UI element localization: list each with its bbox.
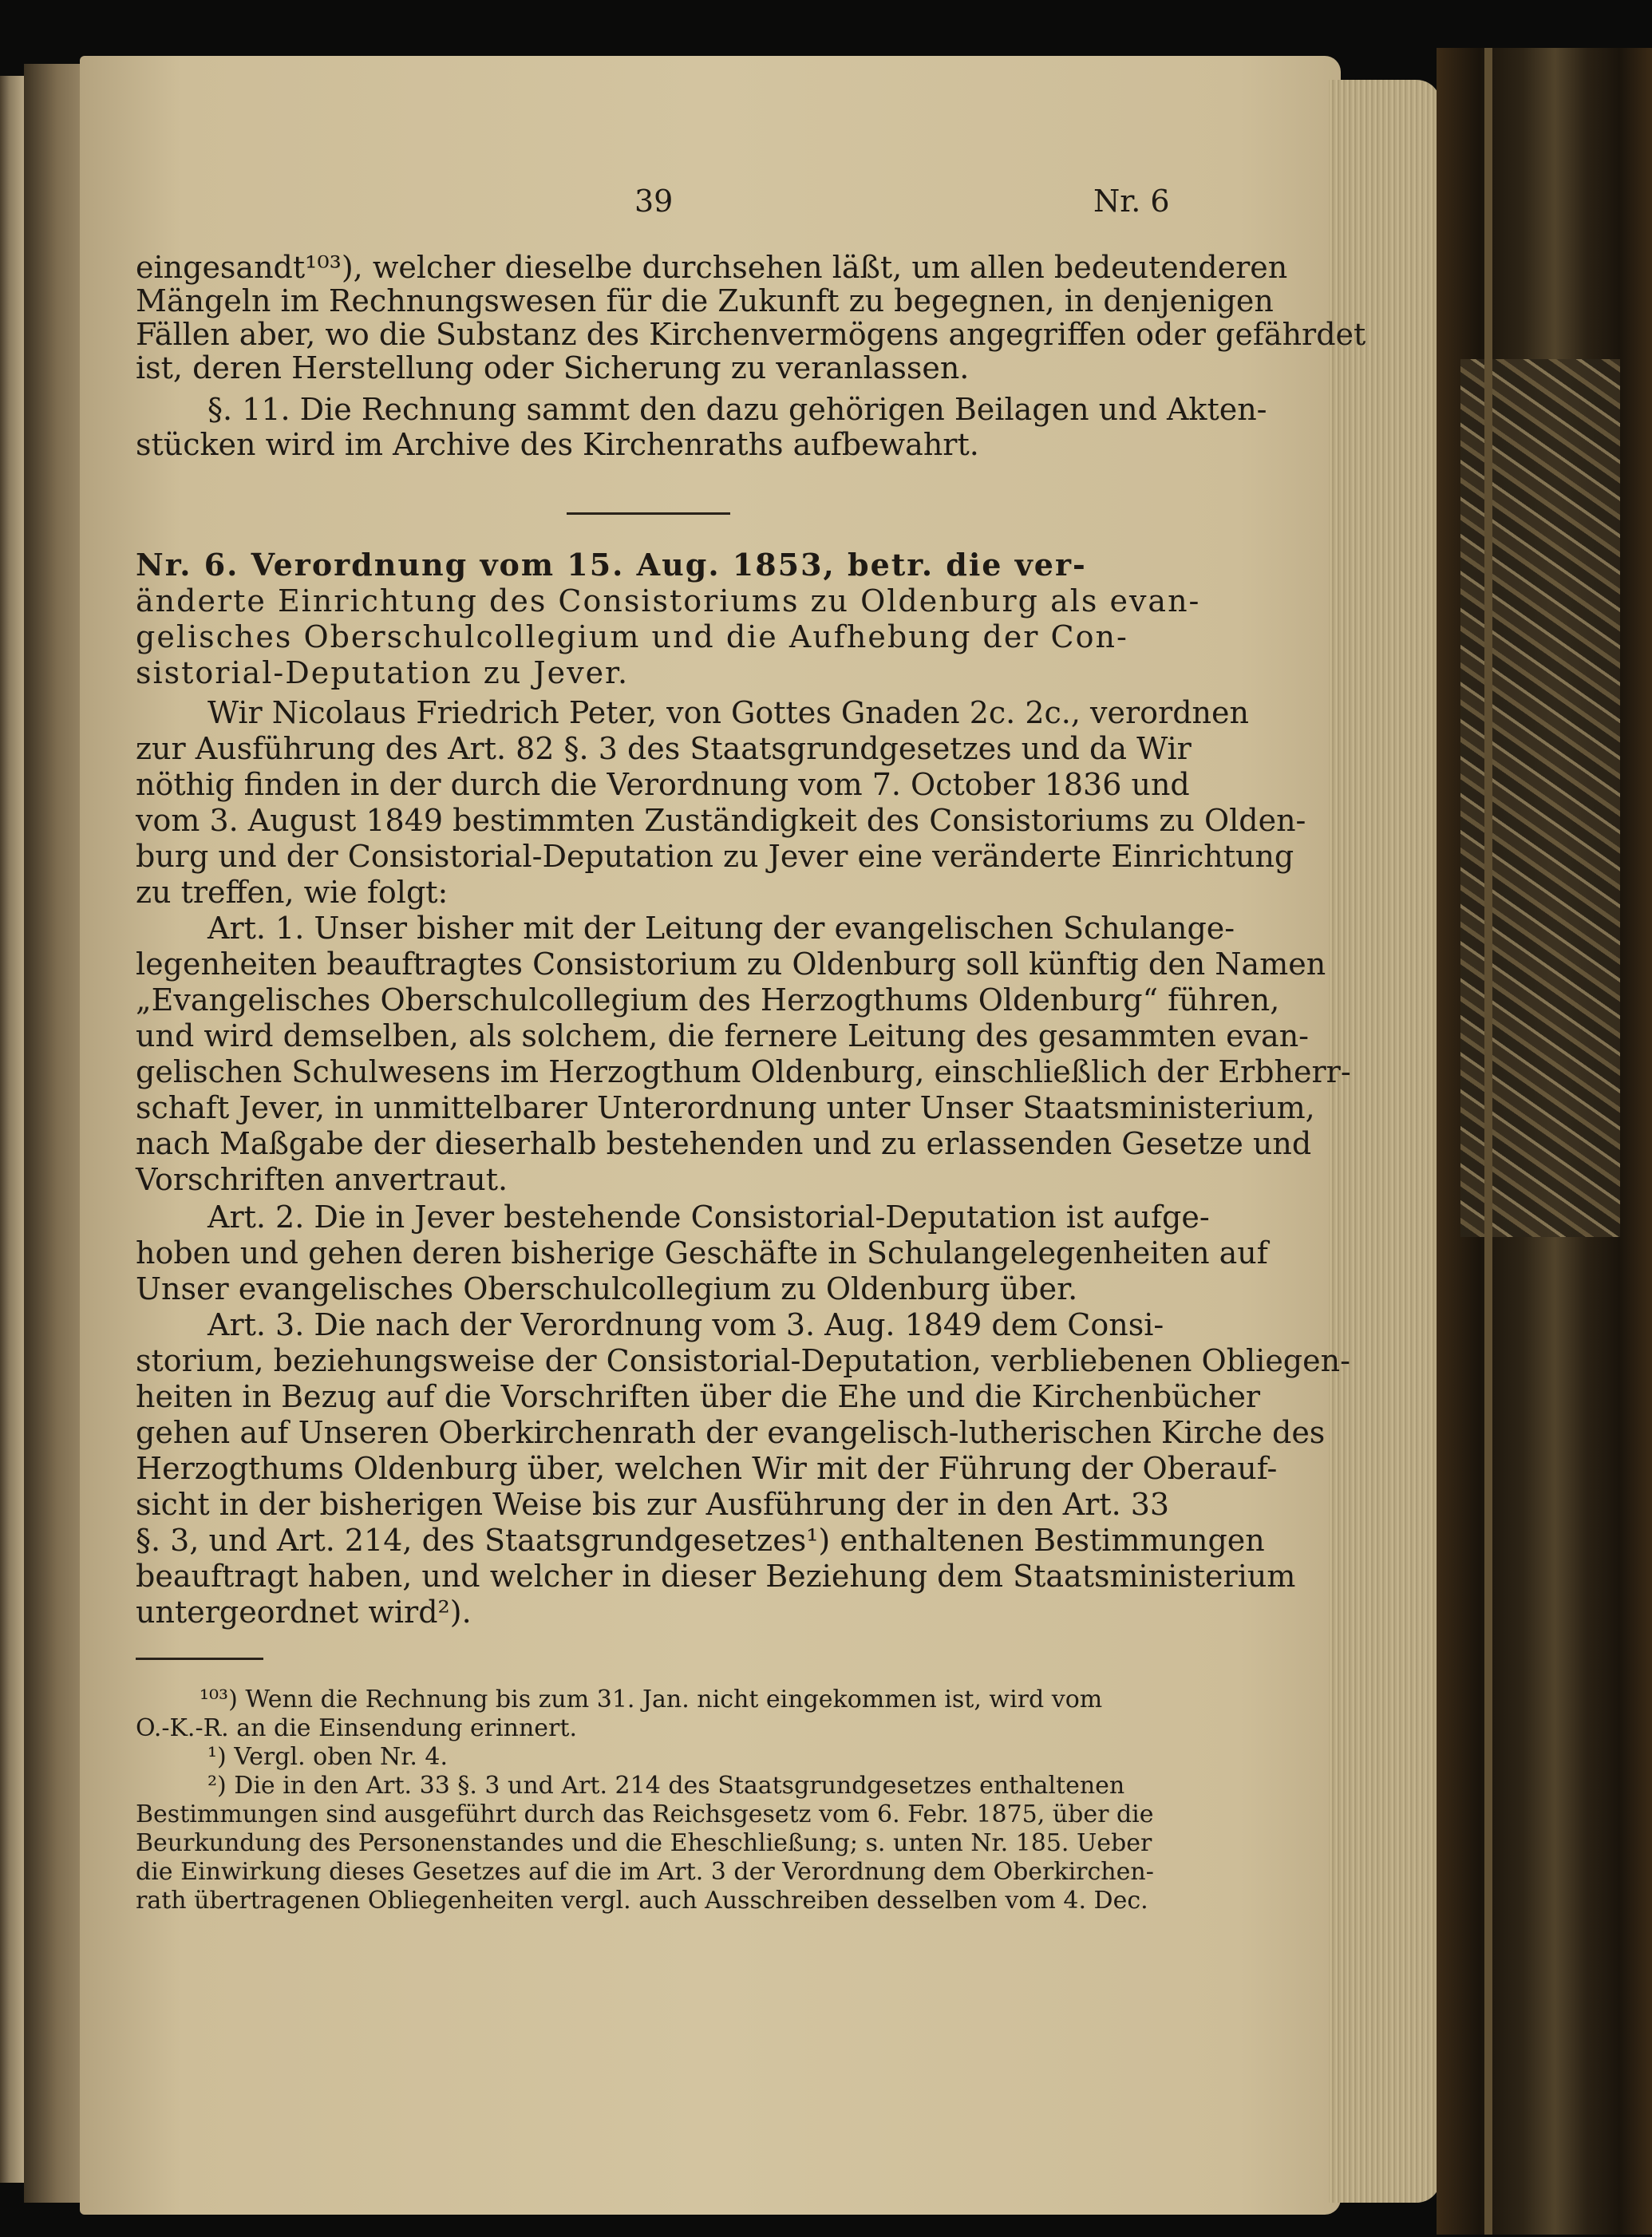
text-line: „Evangelisches Oberschulcollegium des Herzogthums Oldenburg“ führen, xyxy=(136,982,1280,1018)
footnote-line: Bestimmungen sind ausgeführt durch das Reichsgesetz vom 6. Febr. 1875, über die xyxy=(136,1800,1154,1828)
text-line: vom 3. August 1849 bestimmten Zuständigkeit des Consistoriums zu Olden- xyxy=(136,803,1306,838)
text-line: eingesandt¹⁰³), welcher dieselbe durchsehen läßt, um allen bedeutenderen xyxy=(136,250,1288,285)
text-line: heiten in Bezug auf die Vorschriften über die Ehe und die Kirchenbücher xyxy=(136,1379,1261,1414)
section-title: Nr. 6. Verordnung vom 15. Aug. 1853, betr. die ver- xyxy=(136,547,1087,583)
footnote-line: ¹⁰³) Wenn die Rechnung bis zum 31. Jan. nicht eingekommen ist, wird vom xyxy=(200,1686,1103,1713)
footnote-divider xyxy=(136,1658,263,1660)
footnote-line: rath übertragenen Obliegenheiten vergl. auch Ausschreiben desselben vom 4. Dec. xyxy=(136,1887,1148,1915)
left-page-edge xyxy=(0,76,24,2183)
text-line: und wird demselben, als solchem, die fernere Leitung des gesammten evan- xyxy=(136,1018,1310,1053)
page-edges xyxy=(1329,80,1441,2203)
section-title: sistorial-Deputation zu Jever. xyxy=(136,655,630,690)
text-line: legenheiten beauftragtes Consistorium zu Oldenburg soll künftig den Namen xyxy=(136,947,1326,982)
section-mark: Nr. 6 xyxy=(1093,184,1170,219)
text-line: zur Ausführung des Art. 82 §. 3 des Staatsgrundgesetzes und da Wir xyxy=(136,731,1192,766)
text-line: gehen auf Unseren Oberkirchenrath der evangelisch-lutherischen Kirche des xyxy=(136,1415,1326,1450)
text-line: §. 11. Die Rechnung sammt den dazu gehörigen Beilagen und Akten- xyxy=(207,392,1267,427)
footnote-line: O.-K.-R. an die Einsendung erinnert. xyxy=(136,1714,577,1742)
text-line: sicht in der bisherigen Weise bis zur Ausführung der in den Art. 33 xyxy=(136,1487,1170,1522)
section-title: gelisches Oberschulcollegium und die Aufhebung der Con- xyxy=(136,619,1128,654)
text-line: §. 3, und Art. 214, des Staatsgrundgesetzes¹) enthaltenen Bestimmungen xyxy=(136,1523,1265,1558)
footnote-line: ²) Die in den Art. 33 §. 3 und Art. 214 des Staatsgrundgesetzes enthaltenen xyxy=(207,1772,1125,1800)
text-line: Herzogthums Oldenburg über, welchen Wir mit der Führung der Oberauf- xyxy=(136,1451,1278,1486)
footnote-line: Beurkundung des Personenstandes und die Eheschließung; s. unten Nr. 185. Ueber xyxy=(136,1829,1152,1857)
text-line: Wir Nicolaus Friedrich Peter, von Gottes Gnaden 2c. 2c., verordnen xyxy=(207,695,1249,730)
text-line: zu treffen, wie folgt: xyxy=(136,875,449,910)
text-line: Art. 1. Unser bisher mit der Leitung der evangelischen Schulange- xyxy=(207,911,1235,946)
text-line: Unser evangelisches Oberschulcollegium zu Oldenburg über. xyxy=(136,1271,1078,1306)
text-line: ist, deren Herstellung oder Sicherung zu veranlassen. xyxy=(136,350,970,385)
text-line: untergeordnet wird²). xyxy=(136,1595,472,1630)
section-title: änderte Einrichtung des Consistoriums zu Oldenburg als evan- xyxy=(136,583,1201,619)
text-line: Art. 3. Die nach der Verordnung vom 3. Aug. 1849 dem Consi- xyxy=(207,1307,1164,1342)
text-line: schaft Jever, in unmittelbarer Unterordnung unter Unser Staatsministerium, xyxy=(136,1090,1315,1125)
binding-stripe xyxy=(1484,48,1492,2235)
text-line: hoben und gehen deren bisherige Geschäfte in Schulangelegenheiten auf xyxy=(136,1235,1268,1271)
section-divider xyxy=(567,512,730,515)
text-line: burg und der Consistorial-Deputation zu Jever eine veränderte Einrichtung xyxy=(136,839,1294,874)
footnote-line: ¹) Vergl. oben Nr. 4. xyxy=(207,1743,449,1771)
text-line: nach Maßgabe der dieserhalb bestehenden und zu erlassenden Gesetze und xyxy=(136,1126,1312,1161)
page-number: 39 xyxy=(634,184,674,219)
text-line: storium, beziehungsweise der Consistorial-Deputation, verbliebenen Obliegen- xyxy=(136,1343,1350,1378)
text-line: stücken wird im Archive des Kirchenraths aufbewahrt. xyxy=(136,427,979,462)
text-line: nöthig finden in der durch die Verordnung vom 7. October 1836 und xyxy=(136,767,1190,802)
text-line: Art. 2. Die in Jever bestehende Consistorial-Deputation ist aufge- xyxy=(207,1200,1210,1235)
footnote-line: die Einwirkung dieses Gesetzes auf die im Art. 3 der Verordnung dem Oberkirchen- xyxy=(136,1858,1154,1886)
text-line: Mängeln im Rechnungswesen für die Zukunft zu begegnen, in denjenigen xyxy=(136,283,1274,318)
text-line: gelischen Schulwesens im Herzogthum Oldenburg, einschließlich der Erbherr- xyxy=(136,1054,1351,1089)
text-line: Vorschriften anvertraut. xyxy=(136,1162,508,1197)
text-line: beauftragt haben, und welcher in dieser Beziehung dem Staatsministerium xyxy=(136,1559,1296,1594)
text-line: Fällen aber, wo die Substanz des Kirchenvermögens angegriffen oder gefährdet xyxy=(136,317,1366,352)
